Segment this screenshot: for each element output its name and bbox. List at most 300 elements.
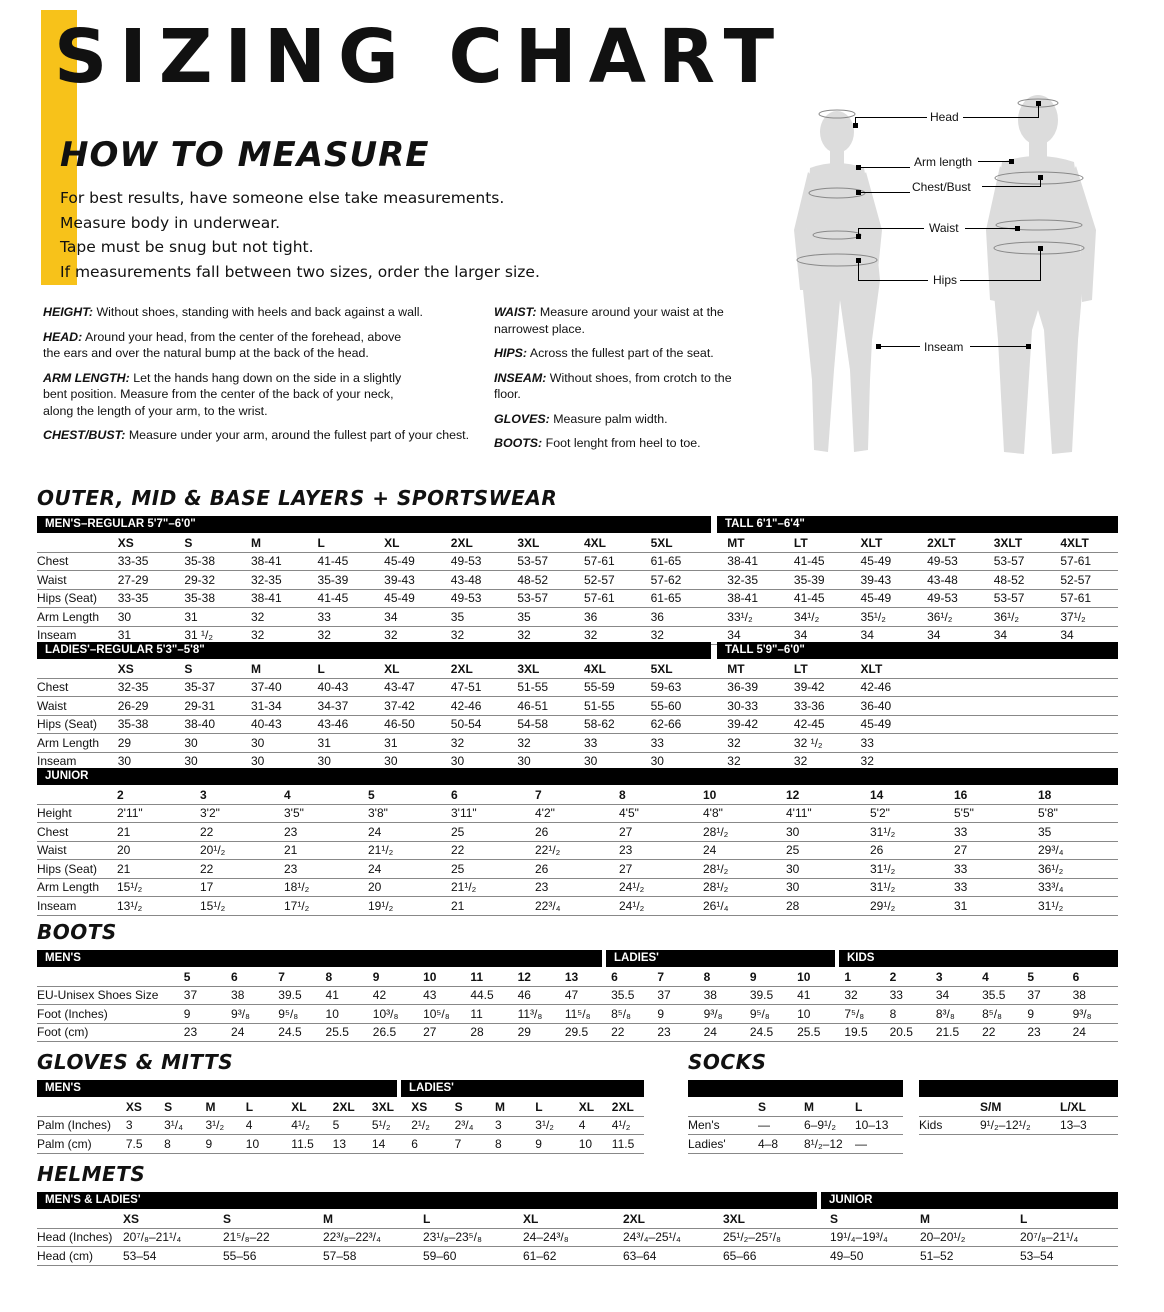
boots-kids-bar: KIDS [839, 950, 1118, 967]
table-cell: 36¹/₂ [1036, 860, 1118, 879]
definitions-left [43, 304, 483, 452]
column-header: XL [382, 534, 449, 552]
figure-label-head: Head [930, 110, 959, 124]
table-cell: 4 [577, 1116, 610, 1135]
table-row [37, 804, 1118, 823]
table-cell: 34 [792, 626, 859, 645]
column-header: M [203, 1098, 243, 1116]
column-header: 7 [533, 786, 617, 804]
table-cell: 3'11" [449, 804, 533, 823]
column-header: M [802, 1098, 853, 1116]
table-cell: 49-53 [925, 552, 992, 571]
table-cell: 30 [649, 752, 726, 771]
table-cell: 29¹/₂ [868, 897, 952, 916]
column-header: 4XL [582, 534, 649, 552]
column-header: 3 [934, 968, 980, 986]
female-figure-icon [794, 111, 882, 452]
row-label: Waist [37, 841, 115, 860]
table-cell: 35-38 [182, 589, 249, 608]
column-header: 2 [115, 786, 198, 804]
table-row [37, 608, 1118, 627]
column-header: M [249, 660, 316, 678]
mens-tall-bar: TALL 6'1"–6'4" [717, 516, 1118, 533]
table-cell: 59–60 [421, 1247, 521, 1266]
table-header-row [688, 1098, 903, 1116]
column-header: S [453, 1098, 493, 1116]
table-cell: 45-49 [382, 552, 449, 571]
column-header: 5XL [649, 660, 726, 678]
table-cell: 61-65 [649, 552, 726, 571]
table-cell: 46-51 [515, 697, 582, 716]
table-cell: 8 [888, 1005, 934, 1024]
table-cell [925, 715, 992, 734]
helmets-section-title: HELMETS [37, 1162, 146, 1186]
column-header: S [756, 1098, 802, 1116]
column-header: M [918, 1210, 1018, 1228]
definition-gloves: GLOVES: Measure palm width. [494, 411, 668, 426]
table-cell: 35 [449, 608, 516, 627]
table-cell: 22 [609, 1023, 655, 1042]
table-cell: 5'2" [868, 804, 952, 823]
row-label: Ladies' [688, 1135, 756, 1154]
table-cell: 53-57 [515, 589, 582, 608]
table-cell: 23 [655, 1023, 701, 1042]
table-cell: 62-66 [649, 715, 726, 734]
table-cell: 20⁷/₈–21¹/₄ [1018, 1228, 1118, 1247]
column-header: S [221, 1210, 321, 1228]
column-header: M [321, 1210, 421, 1228]
column-header: 4XLT [1058, 534, 1118, 552]
table-cell: 32 [859, 752, 926, 771]
table-row [37, 823, 1118, 842]
column-header: 5 [182, 968, 229, 986]
column-header: 12 [516, 968, 563, 986]
column-header [688, 1098, 756, 1116]
table-cell: 2'11" [115, 804, 198, 823]
table-cell: 41 [795, 986, 842, 1005]
column-header: 12 [784, 786, 868, 804]
table-cell: 39.5 [276, 986, 323, 1005]
column-header: S/M [978, 1098, 1058, 1116]
table-cell: 38-41 [249, 552, 316, 571]
table-cell [992, 697, 1059, 716]
table-cell: 34 [992, 626, 1059, 645]
column-header: 2XL [449, 534, 516, 552]
table-cell: 24 [702, 1023, 748, 1042]
column-header: 2 [888, 968, 934, 986]
row-label: Men's [688, 1116, 756, 1135]
table-cell: 9 [533, 1135, 576, 1154]
table-cell: 32 [792, 752, 859, 771]
table-row [37, 897, 1118, 916]
table-header-row [37, 534, 1118, 552]
row-label: Head (Inches) [37, 1228, 121, 1247]
table-cell: 28¹/₂ [701, 823, 784, 842]
table-cell: 4'5" [617, 804, 701, 823]
definition-height: HEIGHT: Without shoes, standing with heels and back against a wall. [43, 305, 423, 319]
table-cell [925, 697, 992, 716]
table-cell: 41-45 [792, 552, 859, 571]
table-cell: 11 [468, 1005, 515, 1024]
table-cell: 20⁷/₈–21¹/₄ [121, 1228, 221, 1247]
table-cell: 9³/₈ [1071, 1005, 1118, 1024]
table-cell: 30 [582, 752, 649, 771]
row-label: Chest [37, 552, 116, 571]
column-header [37, 1210, 121, 1228]
table-cell: 34-37 [316, 697, 383, 716]
table-cell: 20¹/₂ [198, 841, 282, 860]
table-cell: 34 [725, 626, 792, 645]
table-cell: 55–56 [221, 1247, 321, 1266]
table-cell: 9³/₈ [702, 1005, 748, 1024]
column-header [925, 660, 992, 678]
table-cell: 3¹/₄ [162, 1116, 203, 1135]
table-cell: — [756, 1116, 802, 1135]
column-header: L [853, 1098, 903, 1116]
table-cell [1058, 678, 1118, 697]
table-cell: 8 [162, 1135, 203, 1154]
table-cell: 11.5 [610, 1135, 644, 1154]
table-cell: 51–52 [918, 1247, 1018, 1266]
table-cell: 8¹/₂–12 [802, 1135, 853, 1154]
table-cell: 4¹/₂ [289, 1116, 330, 1135]
figure-label-waist: Waist [929, 221, 959, 235]
table-cell: 3¹/₂ [203, 1116, 243, 1135]
helmets-size-table [37, 1210, 1118, 1266]
socks-adult-table [688, 1098, 903, 1154]
table-cell: 32 [249, 626, 316, 645]
table-cell: 49–50 [828, 1247, 918, 1266]
table-cell: 21 [115, 823, 198, 842]
row-label: Waist [37, 571, 116, 590]
table-cell: 30 [316, 752, 383, 771]
table-cell: 38-41 [249, 589, 316, 608]
table-cell: 33 [649, 734, 726, 753]
figure-label-hips: Hips [933, 273, 958, 287]
table-cell: 34 [925, 626, 992, 645]
table-cell: 34 [859, 626, 926, 645]
table-cell: 29 [116, 734, 183, 753]
table-cell: 21 [282, 841, 366, 860]
column-header: 4XL [582, 660, 649, 678]
table-cell: 32 [382, 626, 449, 645]
table-cell: 22 [980, 1023, 1025, 1042]
boots-mens-bar: MEN'S [37, 950, 602, 967]
table-cell: 24 [1071, 1023, 1118, 1042]
column-header: 16 [952, 786, 1036, 804]
table-cell: 9⁵/₈ [748, 1005, 795, 1024]
helmets-adult-bar: MEN'S & LADIES' [37, 1192, 817, 1209]
table-cell: 49-53 [925, 589, 992, 608]
table-cell: 10 [244, 1135, 289, 1154]
table-cell: 33-36 [792, 697, 859, 716]
table-cell: 36¹/₂ [925, 608, 992, 627]
table-cell: 22 [198, 860, 282, 879]
table-cell: 4'11" [784, 804, 868, 823]
table-cell: 35-37 [182, 678, 249, 697]
table-cell: 38-40 [182, 715, 249, 734]
table-cell: 41-45 [792, 589, 859, 608]
table-header-row [37, 660, 1118, 678]
table-cell: 57–58 [321, 1247, 421, 1266]
row-label: Arm Length [37, 608, 116, 627]
table-cell: 33¹/₂ [725, 608, 792, 627]
table-row [37, 841, 1118, 860]
table-cell: 24 [701, 841, 784, 860]
table-cell: 29.5 [563, 1023, 609, 1042]
table-cell: 35.5 [609, 986, 655, 1005]
socks-adult-bar [688, 1080, 903, 1097]
table-cell: 35 [1036, 823, 1118, 842]
table-cell: 38 [229, 986, 276, 1005]
row-label: Inseam [37, 752, 116, 771]
helmets-junior-bar: JUNIOR [821, 1192, 1118, 1209]
column-header: L [421, 1210, 521, 1228]
row-label: Arm Length [37, 878, 115, 897]
column-header: 6 [1071, 968, 1118, 986]
table-cell: 37 [1025, 986, 1070, 1005]
table-cell: 34¹/₂ [792, 608, 859, 627]
table-cell: 10 [324, 1005, 371, 1024]
table-cell: 22¹/₂ [533, 841, 617, 860]
gloves-mens-bar: MEN'S [37, 1080, 397, 1097]
definition-waist: WAIST: Measure around your waist at the narrowest place. [494, 305, 724, 336]
table-cell: 10 [795, 1005, 842, 1024]
table-cell: 21.5 [934, 1023, 980, 1042]
table-row [37, 986, 1118, 1005]
ladies-tall-bar: TALL 5'9"–6'0" [717, 642, 1118, 659]
table-cell: 20 [366, 878, 449, 897]
table-cell: 6 [409, 1135, 452, 1154]
table-cell: 53-57 [992, 552, 1059, 571]
row-label: Height [37, 804, 115, 823]
table-cell: 25 [449, 823, 533, 842]
table-cell: 35.5 [980, 986, 1025, 1005]
column-header: 1 [842, 968, 887, 986]
table-cell: 34 [1058, 626, 1118, 645]
table-cell: 32 ¹/₂ [792, 734, 859, 753]
column-header: LT [792, 660, 859, 678]
table-cell: 21¹/₂ [449, 878, 533, 897]
definitions-right [494, 304, 744, 460]
table-cell: 47-51 [449, 678, 516, 697]
table-header-row [919, 1098, 1118, 1116]
table-row [37, 1005, 1118, 1024]
table-cell: 40-43 [249, 715, 316, 734]
table-cell: 37¹/₂ [1058, 608, 1118, 627]
male-figure-icon [986, 95, 1096, 454]
mens-size-table [37, 534, 1118, 645]
table-cell: 24.5 [748, 1023, 795, 1042]
socks-kids-table [919, 1098, 1118, 1135]
table-cell: 36¹/₂ [992, 608, 1059, 627]
table-row [37, 571, 1118, 590]
table-cell: 20 [115, 841, 198, 860]
table-cell: 3'8" [366, 804, 449, 823]
column-header: 3XL [515, 534, 582, 552]
table-cell: 53-57 [992, 589, 1059, 608]
table-cell: 30 [515, 752, 582, 771]
column-header: 10 [701, 786, 784, 804]
table-row [37, 715, 1118, 734]
table-cell: 25.5 [324, 1023, 371, 1042]
row-label: Foot (cm) [37, 1023, 182, 1042]
column-header: 13 [563, 968, 609, 986]
column-header [37, 968, 182, 986]
table-cell: 5'8" [1036, 804, 1118, 823]
table-cell [1058, 697, 1118, 716]
table-cell: 24 [366, 823, 449, 842]
table-cell: 10³/₈ [371, 1005, 421, 1024]
row-label: Chest [37, 823, 115, 842]
column-header: L [1018, 1210, 1118, 1228]
page-title: SIZING CHART [54, 14, 787, 100]
definition-head: HEAD: Around your head, from the center of the forehead, above the ears and over the natural bump at the back of the head. [43, 329, 402, 360]
table-cell: 36 [582, 608, 649, 627]
table-row [37, 1116, 644, 1135]
table-cell: 31 ¹/₂ [182, 626, 249, 645]
tip-line: Measure body in underwear. [60, 213, 281, 232]
table-cell: 22 [449, 841, 533, 860]
gloves-section-title: GLOVES & MITTS [37, 1050, 234, 1074]
table-cell: 36-39 [725, 678, 792, 697]
table-cell: 4'8" [701, 804, 784, 823]
table-cell: 10 [577, 1135, 610, 1154]
table-cell: 19¹/₄–19³/₄ [828, 1228, 918, 1247]
table-cell: 37 [655, 986, 701, 1005]
table-cell: 11.5 [289, 1135, 330, 1154]
table-cell: 30-33 [725, 697, 792, 716]
table-cell [1058, 734, 1118, 753]
table-cell: 23 [1025, 1023, 1070, 1042]
table-cell: 32 [842, 986, 887, 1005]
table-cell: 4–8 [756, 1135, 802, 1154]
table-cell: 23 [282, 823, 366, 842]
table-cell: 15¹/₂ [115, 878, 198, 897]
column-header: 4 [980, 968, 1025, 986]
column-header [37, 786, 115, 804]
table-cell: 35¹/₂ [859, 608, 926, 627]
column-header: S [828, 1210, 918, 1228]
table-cell: 10–13 [853, 1116, 903, 1135]
table-cell: 7⁵/₈ [842, 1005, 887, 1024]
table-cell: 5¹/₂ [370, 1116, 409, 1135]
table-cell: 8³/₈ [934, 1005, 980, 1024]
table-cell: 42-46 [859, 678, 926, 697]
row-label: Chest [37, 678, 116, 697]
how-to-heading: HOW TO MEASURE [60, 135, 430, 175]
table-cell: 57-61 [1058, 589, 1118, 608]
table-cell [1058, 715, 1118, 734]
table-row [37, 1135, 644, 1154]
table-cell: 3 [493, 1116, 533, 1135]
table-cell: 26-29 [116, 697, 183, 716]
table-cell: 51-55 [515, 678, 582, 697]
table-cell: 23 [182, 1023, 229, 1042]
column-header: XLT [859, 660, 926, 678]
table-cell: 32 [582, 626, 649, 645]
column-header: 2XL [449, 660, 516, 678]
table-cell: 29-31 [182, 697, 249, 716]
table-cell: 43-47 [382, 678, 449, 697]
row-label: Foot (Inches) [37, 1005, 182, 1024]
definition-chest-bust: CHEST/BUST: Measure under your arm, around the fullest part of your chest. [43, 428, 470, 442]
column-header [992, 660, 1059, 678]
table-cell: 31¹/₂ [868, 860, 952, 879]
table-cell: 45-49 [859, 715, 926, 734]
definition-inseam: INSEAM: Without shoes, from crotch to the floor. [494, 370, 732, 401]
table-cell: 23 [617, 841, 701, 860]
column-header: MT [725, 534, 792, 552]
table-cell: 7.5 [124, 1135, 162, 1154]
table-cell: 32-35 [116, 678, 183, 697]
table-cell: 39-42 [792, 678, 859, 697]
table-cell: 24¹/₂ [617, 878, 701, 897]
table-cell: 28 [784, 897, 868, 916]
table-cell: 35-39 [792, 571, 859, 590]
column-header: 2XL [610, 1098, 644, 1116]
table-cell: 27 [952, 841, 1036, 860]
table-cell: 36 [649, 608, 726, 627]
column-header: 8 [617, 786, 701, 804]
table-cell: 58-62 [582, 715, 649, 734]
table-cell: 11⁵/₈ [563, 1005, 609, 1024]
column-header: LT [792, 534, 859, 552]
table-cell: 38 [1071, 986, 1118, 1005]
mens-regular-bar: MEN'S–REGULAR 5'7"–6'0" [37, 516, 711, 533]
row-label: Kids [919, 1116, 978, 1135]
column-header: XL [521, 1210, 621, 1228]
table-cell: 53-57 [515, 552, 582, 571]
table-cell: 27 [617, 823, 701, 842]
table-cell: 26 [533, 860, 617, 879]
row-label: Waist [37, 697, 116, 716]
column-header: S [182, 660, 249, 678]
table-cell: 3 [124, 1116, 162, 1135]
table-cell: 33 [888, 986, 934, 1005]
table-cell: 17 [198, 878, 282, 897]
table-cell: 31 [316, 734, 383, 753]
figure-label-arm-length: Arm length [914, 155, 973, 169]
table-cell: 45-49 [382, 589, 449, 608]
table-cell: 31¹/₂ [868, 823, 952, 842]
table-cell: 31¹/₂ [1036, 897, 1118, 916]
table-cell: 22 [198, 823, 282, 842]
table-cell: 33³/₄ [1036, 878, 1118, 897]
column-header: 3XL [721, 1210, 828, 1228]
table-cell: 61–62 [521, 1247, 621, 1266]
table-cell: 9 [182, 1005, 229, 1024]
column-header: 7 [276, 968, 323, 986]
table-cell: 37-40 [249, 678, 316, 697]
table-header-row [37, 786, 1118, 804]
row-label: Palm (Inches) [37, 1116, 124, 1135]
table-cell: 2³/₄ [453, 1116, 493, 1135]
table-cell: 9¹/₂–12¹/₂ [978, 1116, 1058, 1135]
table-cell: 35-38 [182, 552, 249, 571]
table-cell: 32 [649, 626, 726, 645]
table-cell: 35-38 [116, 715, 183, 734]
table-cell: 33 [952, 878, 1036, 897]
table-row [688, 1116, 903, 1135]
table-cell: 31 [182, 608, 249, 627]
table-cell: 18¹/₂ [282, 878, 366, 897]
table-cell [992, 678, 1059, 697]
table-cell: 25 [784, 841, 868, 860]
table-cell: 31¹/₂ [868, 878, 952, 897]
column-header: M [493, 1098, 533, 1116]
table-cell: 32 [316, 626, 383, 645]
